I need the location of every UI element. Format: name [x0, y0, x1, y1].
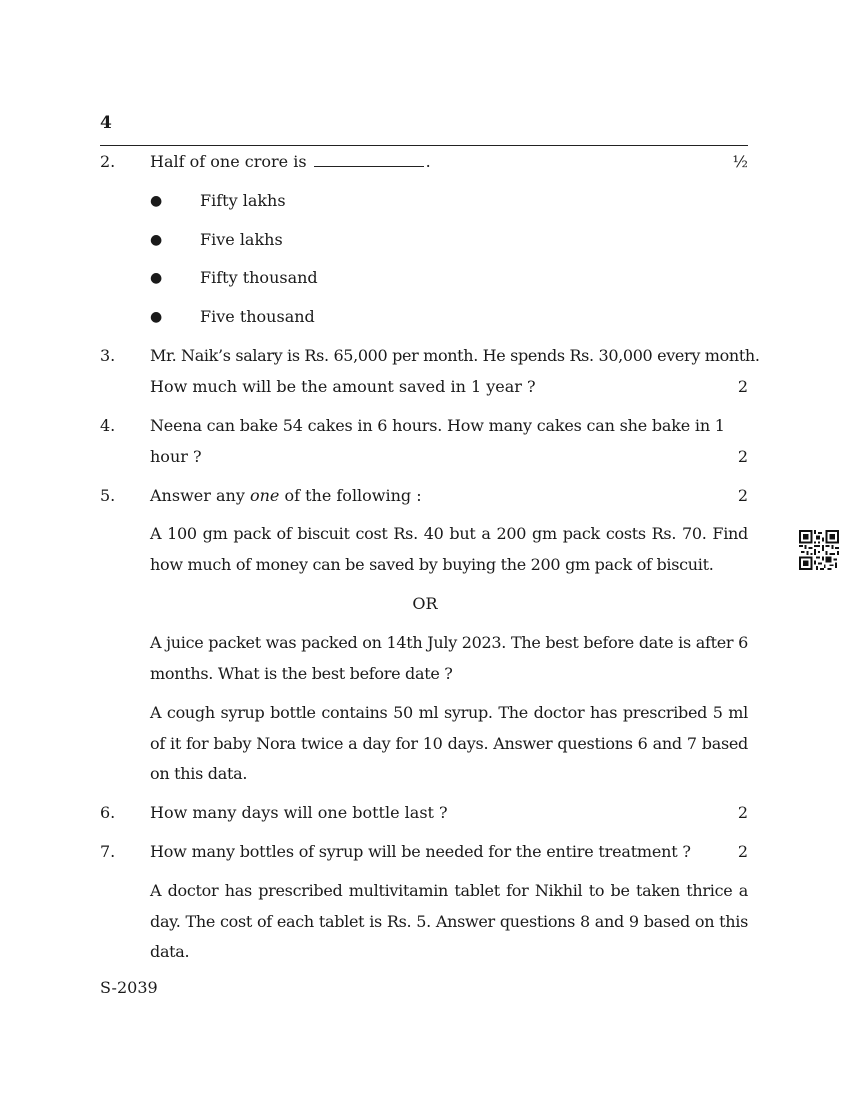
question-7-text: How many bottles of syrup will be needed for the entire treatment ?	[150, 842, 691, 861]
question-7-number: 7.	[100, 842, 116, 861]
answer-blank	[314, 153, 424, 167]
question-2-option-3: Fifty thousand	[200, 268, 318, 287]
page-number: 4	[100, 113, 112, 133]
question-4-marks: 2	[737, 447, 748, 466]
question-4-line-1: Neena can bake 54 cakes in 6 hours. How many cakes can she bake in 1	[150, 416, 725, 435]
question-7-marks: 2	[737, 842, 748, 861]
question-2-option-2: Five lakhs	[200, 230, 283, 249]
question-3-line-2: How much will be the amount saved in 1 year ?	[150, 377, 536, 396]
bullet-icon: ●	[150, 309, 163, 325]
question-3-line-1: Mr. Naik’s salary is Rs. 65,000 per month. He spends Rs. 30,000 every month.	[150, 346, 760, 365]
question-6-marks: 2	[737, 803, 748, 822]
bullet-icon: ●	[150, 193, 163, 209]
syrup-context-paragraph: A cough syrup bottle contains 50 ml syrup. The doctor has prescribed 5 ml of it for baby Nora twice a day for 10 days. Answer questions 6 and 7 based on this data.	[150, 703, 748, 783]
question-5-marks: 2	[737, 486, 748, 505]
question-2-number: 2.	[100, 152, 116, 171]
question-5-intro-emphasis: one	[249, 486, 280, 505]
bullet-icon: ●	[150, 270, 163, 286]
header-divider	[100, 145, 748, 146]
question-2-marks: ½	[732, 152, 748, 171]
question-3-marks: 2	[737, 377, 748, 396]
question-2-text	[150, 152, 431, 171]
question-5-option-b: A juice packet was packed on 14th July 2023. The best before date is after 6 months. What is the best before date ?	[150, 633, 748, 683]
tablet-context-paragraph: A doctor has prescribed multivitamin tablet for Nikhil to be taken thrice a day. The cost of each tablet is Rs. 5. Answer questions 8 and 9 based on this data.	[150, 881, 748, 961]
question-5-intro-before: Answer any	[150, 486, 245, 505]
question-2-option-4: Five thousand	[200, 307, 315, 326]
question-2-option-1: Fifty lakhs	[200, 191, 286, 210]
question-6-number: 6.	[100, 803, 116, 822]
question-2-text-before: Half of one crore is	[150, 152, 307, 171]
question-4-line-2: hour ?	[150, 447, 202, 466]
bullet-icon: ●	[150, 232, 163, 248]
question-5-number: 5.	[100, 486, 116, 505]
question-5-option-a: A 100 gm pack of biscuit cost Rs. 40 but a 200 gm pack costs Rs. 70. Find how much of money can be saved by buying the 200 gm pack of biscuit.	[150, 524, 748, 574]
question-6-text: How many days will one bottle last ?	[150, 803, 448, 822]
qr-code-icon	[799, 530, 839, 570]
question-2-text-after: .	[425, 152, 431, 171]
footer-code: S-2039	[100, 978, 158, 997]
question-4-number: 4.	[100, 416, 116, 435]
question-5-intro-after: of the following :	[284, 486, 422, 505]
question-5-intro	[150, 486, 422, 505]
question-3-number: 3.	[100, 346, 116, 365]
or-separator: OR	[412, 594, 438, 613]
